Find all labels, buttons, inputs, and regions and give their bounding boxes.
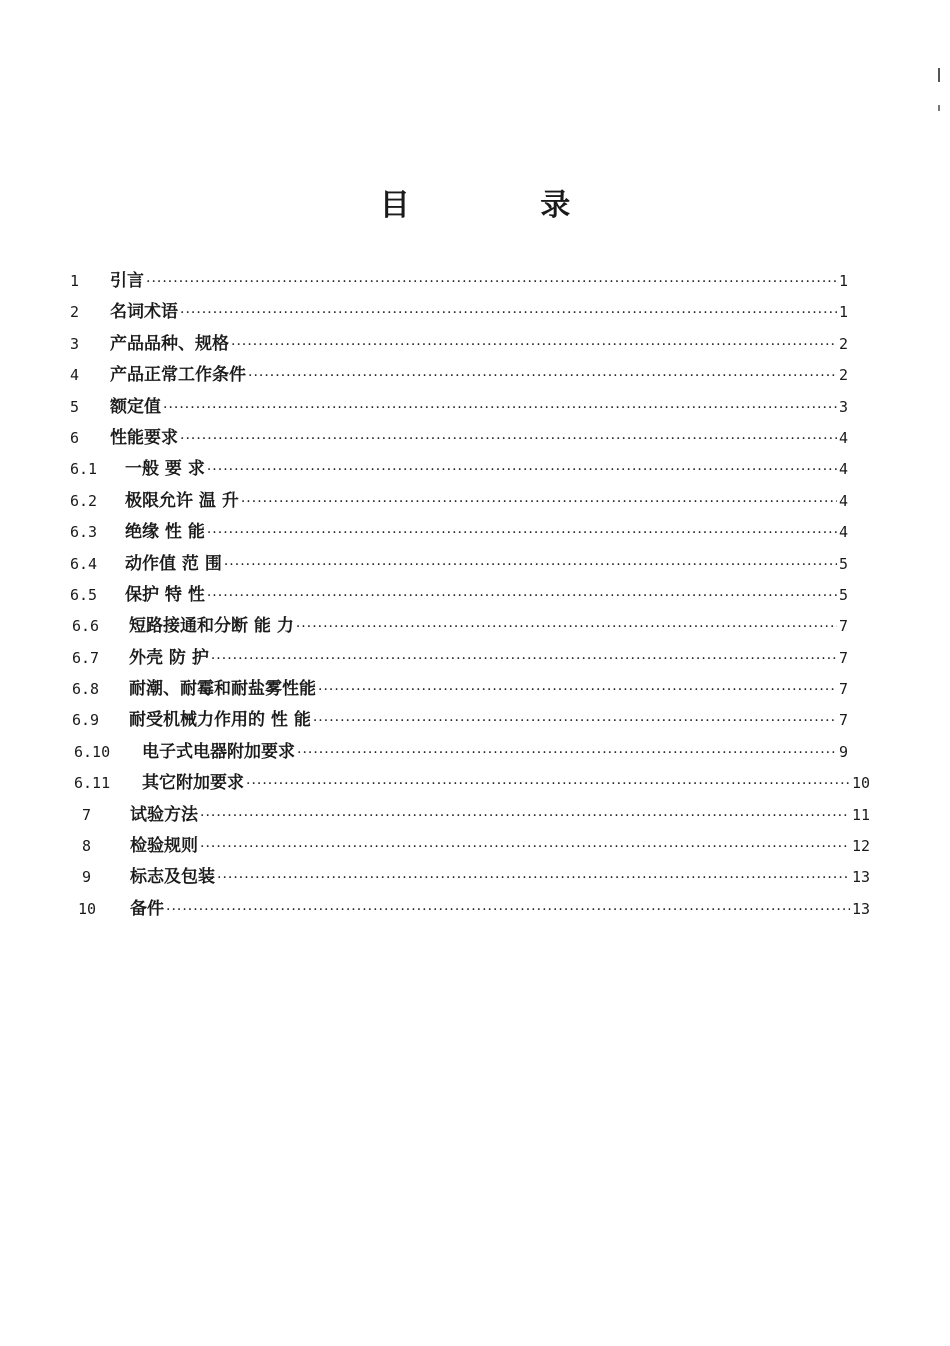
toc-entry-page: 11 (851, 805, 870, 824)
toc-entry[interactable] (70, 297, 870, 328)
toc-entry-page: 4 (838, 491, 848, 510)
toc-entry[interactable] (70, 423, 870, 454)
toc-entry-page: 13 (851, 899, 870, 918)
toc-entry-number: 6.11 (74, 774, 111, 793)
toc-entry-label: 极限允许 温 升 (125, 490, 239, 511)
toc-entry-page: 7 (838, 680, 848, 699)
toc-entry[interactable] (70, 517, 870, 548)
toc-leader-dots (207, 588, 837, 604)
toc-entry-label: 耐受机械力作用的 性 能 (129, 710, 311, 731)
toc-leader-dots (163, 400, 837, 416)
toc-entry-number: 6 (70, 428, 80, 447)
scan-mark (938, 105, 940, 111)
toc-entry-label: 耐潮、耐霉和耐盐雾性能 (129, 679, 316, 700)
toc-entry-page: 10 (851, 774, 870, 793)
toc-entry-page: 7 (838, 648, 848, 667)
page-title: 目 录 (379, 188, 631, 223)
toc-entry-label: 绝缘 性 能 (125, 522, 205, 543)
toc-entry-page: 4 (838, 523, 848, 542)
toc-entry-number: 6.8 (72, 680, 100, 699)
toc-entry-number: 6.9 (72, 711, 100, 730)
toc-leader-dots (211, 651, 837, 667)
toc-entry[interactable] (70, 643, 870, 674)
toc-leader-dots (231, 337, 837, 353)
toc-entry-number: 9 (82, 868, 92, 887)
toc-leader-dots (146, 274, 837, 290)
toc-leader-dots (296, 619, 837, 635)
toc-entry-label: 动作值 范 围 (125, 553, 222, 574)
toc-entry-page: 4 (838, 460, 848, 479)
toc-entry-number: 6.2 (70, 491, 98, 510)
toc-entry-page: 3 (838, 397, 848, 416)
toc-entry-label: 名词术语 (110, 302, 178, 323)
toc-entry-page: 5 (838, 585, 848, 604)
toc-entry[interactable] (70, 800, 870, 831)
toc-entry[interactable] (70, 392, 870, 423)
toc-leader-dots (207, 462, 837, 478)
toc-leader-dots (248, 368, 837, 384)
toc-entry-label: 引言 (110, 271, 144, 291)
toc-entry-label: 标志及包装 (130, 867, 215, 888)
scan-mark (938, 68, 940, 82)
toc-leader-dots (297, 745, 837, 761)
toc-entry[interactable] (70, 862, 870, 893)
toc-leader-dots (207, 525, 837, 541)
toc-entry-label: 一般 要 求 (125, 459, 205, 480)
toc-entry-page: 2 (838, 334, 848, 353)
toc-entry-label: 短路接通和分断 能 力 (129, 616, 294, 637)
toc-entry[interactable] (70, 674, 870, 705)
toc-leader-dots (313, 713, 837, 729)
toc-entry-number: 10 (78, 899, 97, 918)
toc-entry-label: 备件 (130, 898, 164, 919)
toc-entry-page: 2 (838, 366, 848, 385)
toc-entry-number: 5 (70, 397, 80, 416)
toc-entry-page: 13 (851, 868, 870, 887)
toc-entry-number: 6.1 (70, 460, 98, 479)
toc-entry-page: 9 (838, 742, 848, 761)
toc-entry-page: 5 (838, 554, 848, 573)
toc-leader-dots (246, 776, 850, 792)
toc-entry[interactable] (70, 768, 870, 799)
toc-entry-label: 保护 特 性 (125, 584, 205, 605)
toc-entry[interactable] (70, 831, 870, 862)
toc-entry[interactable] (70, 360, 870, 391)
toc-entry-number: 6.5 (70, 585, 98, 604)
toc-entry[interactable] (70, 454, 870, 485)
toc-entry-number: 3 (70, 334, 80, 353)
toc-entry-page: 7 (838, 617, 848, 636)
toc-entry[interactable] (70, 329, 870, 360)
toc-entry-page: 1 (838, 303, 848, 322)
toc-entry-number: 1 (70, 272, 80, 290)
toc-entry-number: 6.7 (72, 648, 100, 667)
toc-entry-number: 7 (82, 805, 92, 824)
toc-leader-dots (217, 870, 850, 886)
toc-leader-dots (180, 305, 837, 321)
toc-entry[interactable] (70, 705, 870, 736)
toc-entry-label: 产品品种、规格 (110, 333, 229, 354)
toc-entry-number: 6.10 (74, 742, 111, 761)
toc-entry-label: 额定值 (110, 396, 161, 417)
toc-entry-page: 4 (838, 428, 848, 447)
toc-entry[interactable] (70, 737, 870, 768)
toc-entry-number: 2 (70, 303, 80, 322)
toc-leader-dots (200, 839, 850, 855)
toc-entry-number: 6.3 (70, 523, 98, 542)
toc-entry-label: 检验规则 (130, 836, 198, 857)
toc-leader-dots (180, 431, 837, 447)
toc-entry-label: 试验方法 (130, 804, 198, 825)
toc-entry-number: 8 (82, 837, 92, 856)
toc-entry-number: 6.6 (72, 617, 100, 636)
toc-leader-dots (318, 682, 837, 698)
toc-entry-label: 产品正常工作条件 (110, 365, 246, 386)
toc-leader-dots (224, 557, 837, 573)
toc-leader-dots (166, 902, 850, 918)
toc-entry[interactable] (70, 611, 870, 642)
toc-entry-label: 电子式电器附加要求 (142, 741, 295, 762)
toc-entry-number: 6.4 (70, 554, 98, 573)
toc-entry-label: 性能要求 (110, 427, 178, 448)
toc-entry[interactable] (70, 486, 870, 517)
toc-leader-dots (200, 808, 850, 824)
toc-entry[interactable] (70, 549, 870, 580)
toc-entry-page: 1 (838, 272, 848, 290)
toc-entry[interactable] (70, 894, 870, 925)
toc-entry-page: 7 (838, 711, 848, 730)
toc-entry-number: 4 (70, 366, 80, 385)
toc-entry[interactable] (70, 266, 870, 297)
toc-entry-label: 外壳 防 护 (129, 647, 209, 668)
toc-entry[interactable] (70, 580, 870, 611)
toc-leader-dots (241, 494, 837, 510)
toc-entry-page: 12 (851, 837, 870, 856)
toc-entry-label: 其它附加要求 (142, 773, 244, 794)
table-of-contents (70, 266, 870, 925)
